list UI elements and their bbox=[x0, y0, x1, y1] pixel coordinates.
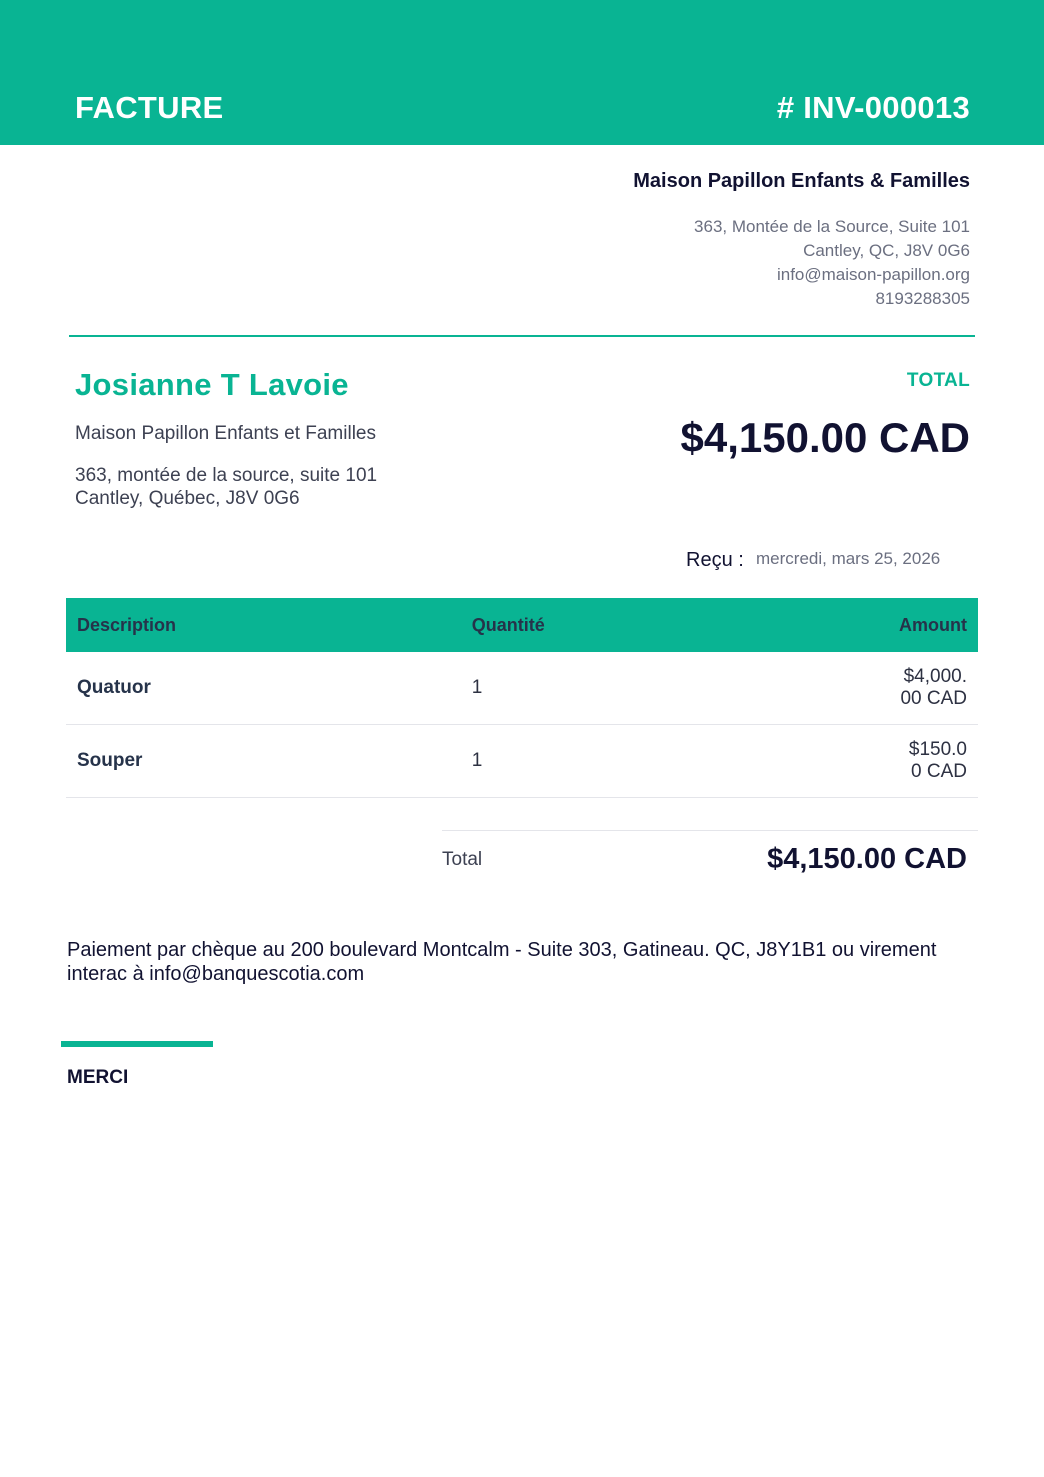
line-items-table bbox=[66, 598, 978, 798]
total-label: TOTAL bbox=[906, 370, 970, 391]
company-email: info@maison-papillon.org bbox=[776, 265, 970, 284]
table-header-row bbox=[66, 598, 978, 652]
payment-instructions: Paiement par chèque au 200 boulevard Montcalm - Suite 303, Gatineau. QC, J8Y1B1 ou virement interac à info@banquescotia.com bbox=[67, 939, 937, 985]
table-row bbox=[66, 725, 978, 798]
company-phone: 8193288305 bbox=[875, 289, 970, 308]
column-header-description: Description bbox=[77, 614, 177, 635]
document-title: FACTURE bbox=[75, 90, 224, 125]
client-organization: Maison Papillon Enfants et Familles bbox=[75, 423, 376, 444]
table-row bbox=[66, 652, 978, 725]
client-name: Josianne T Lavoie bbox=[75, 367, 349, 402]
section-divider bbox=[69, 335, 975, 337]
totals-value: $4,150.00 CAD bbox=[767, 843, 967, 875]
received-date: mercredi, mars 25, 2026 bbox=[756, 549, 941, 568]
company-address-line1: 363, Montée de la Source, Suite 101 bbox=[694, 217, 970, 236]
company-address-line2: Cantley, QC, J8V 0G6 bbox=[803, 241, 970, 260]
item-amount-cell bbox=[888, 652, 978, 725]
totals-label: Total bbox=[442, 849, 483, 870]
invoice-number: # INV-000013 bbox=[776, 90, 970, 125]
item-amount: $4,000.00 CAD bbox=[900, 666, 967, 709]
received-label: Reçu : bbox=[686, 549, 744, 571]
item-quantity: 1 bbox=[461, 652, 888, 725]
item-quantity: 1 bbox=[461, 725, 888, 798]
invoice-header-band bbox=[0, 0, 1044, 145]
company-info bbox=[633, 170, 970, 311]
client-address-line2: Cantley, Québec, J8V 0G6 bbox=[75, 488, 300, 509]
column-header-quantity: Quantité bbox=[471, 614, 545, 635]
total-amount: $4,150.00 CAD bbox=[680, 414, 970, 461]
item-amount-cell bbox=[888, 725, 978, 798]
company-name: Maison Papillon Enfants & Familles bbox=[633, 170, 970, 192]
client-address-line1: 363, montée de la source, suite 101 bbox=[75, 465, 378, 486]
totals-divider bbox=[442, 830, 978, 831]
item-amount: $150.00 CAD bbox=[908, 739, 967, 782]
footer-accent-bar bbox=[61, 1041, 213, 1047]
thank-you-note: MERCI bbox=[67, 1067, 129, 1088]
item-description: Souper bbox=[66, 725, 461, 798]
column-header-amount: Amount bbox=[899, 614, 967, 635]
client-address bbox=[75, 464, 377, 510]
item-description: Quatuor bbox=[66, 652, 461, 725]
